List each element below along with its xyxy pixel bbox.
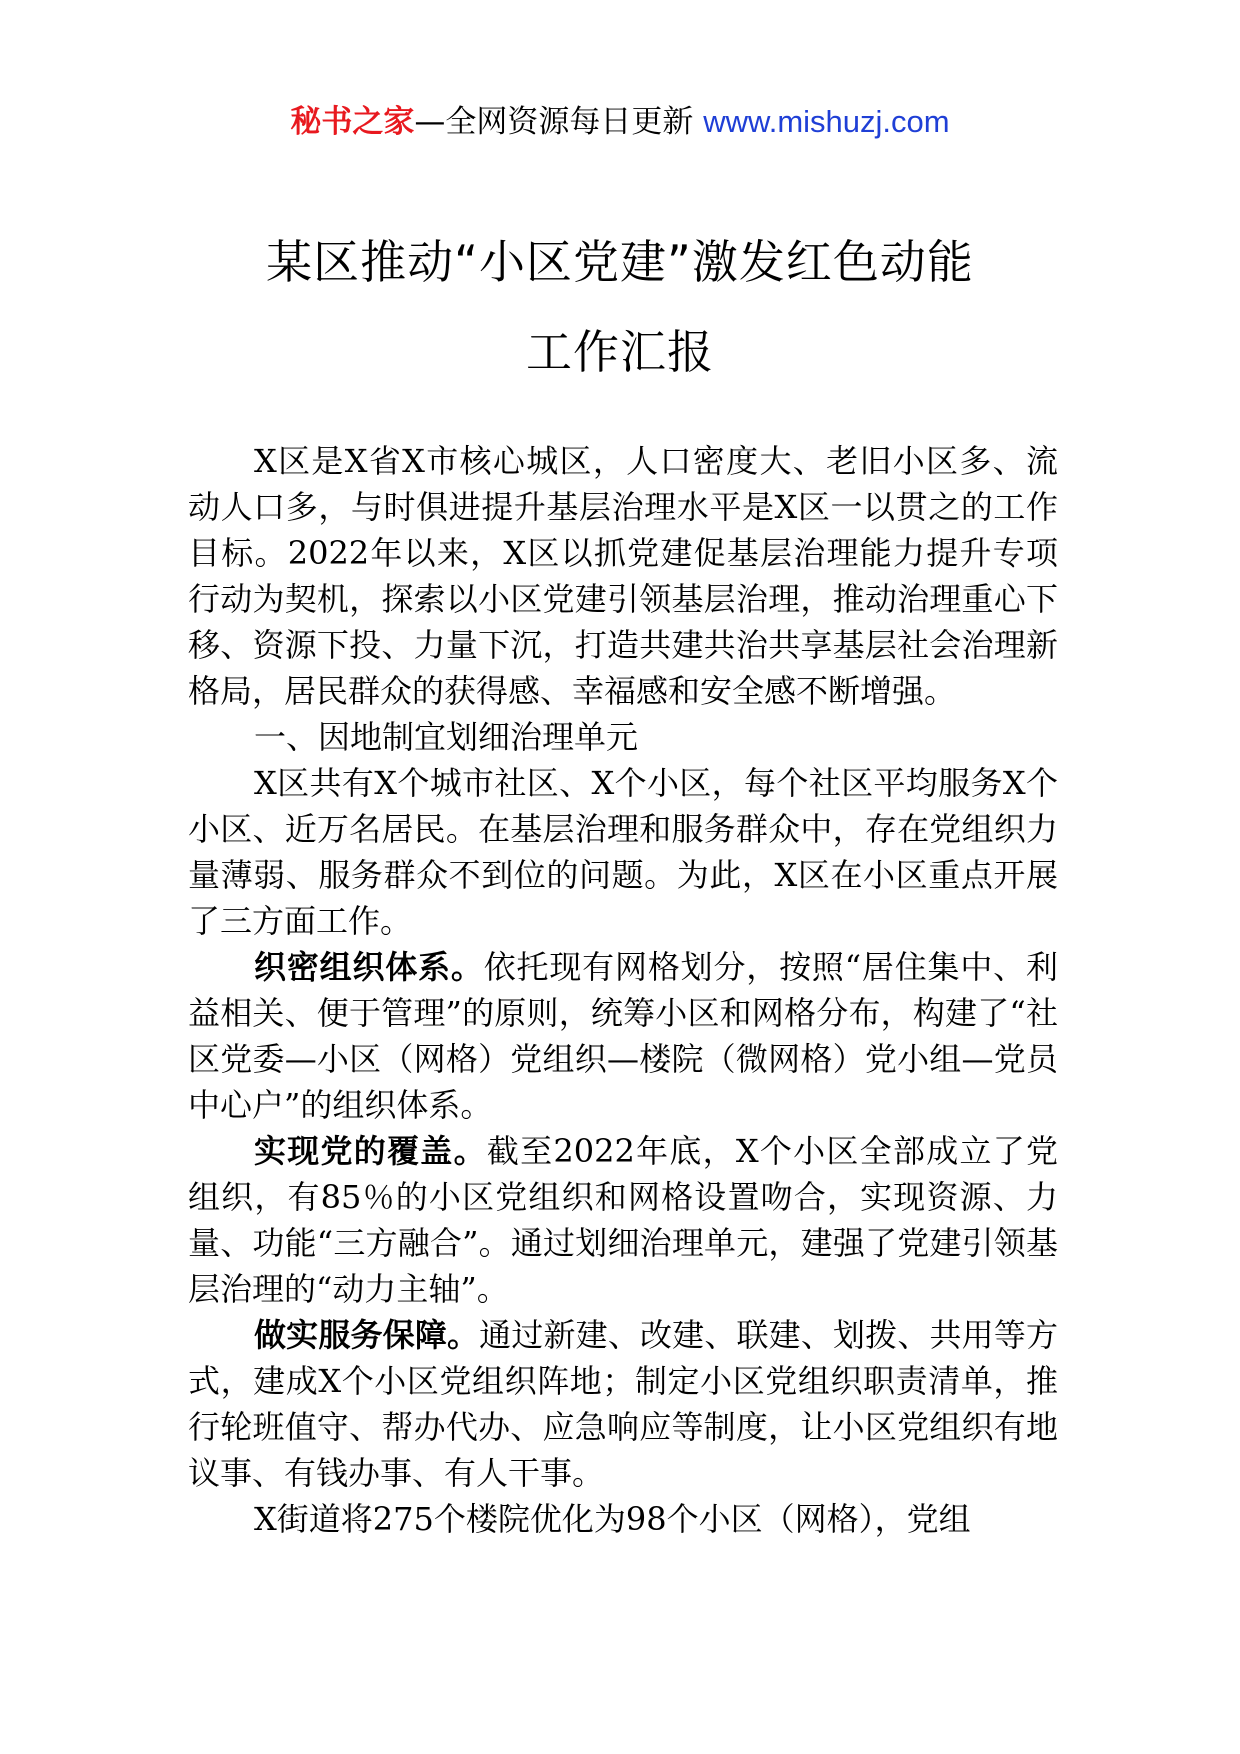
section-heading: 一、因地制宜划细治理单元	[254, 718, 639, 756]
item-lead-2: 实现党的覆盖。	[254, 1132, 487, 1170]
header-url[interactable]: www.mishuzj.com	[703, 104, 950, 139]
item-lead-3: 做实服务保障。	[254, 1316, 480, 1354]
brand-name: 秘书之家	[290, 104, 415, 140]
item-text-3: 通过新建、改建、联建、划拨、共用等方式，建成X个小区党组织阵地；制定小区党组织职责清单，推行轮班值守、帮办代办、应急响应等制度，让小区党组织有地议事、有钱办事、有人干事。	[188, 1316, 1058, 1492]
header-tagline: —全网资源每日更新	[414, 104, 704, 140]
item-paragraph-1	[188, 944, 1058, 1128]
site-header	[0, 100, 1240, 144]
document-body	[188, 438, 1058, 1542]
item-lead-1: 织密组织体系。	[254, 948, 484, 986]
section-paragraph: X区共有X个城市社区、X个小区，每个社区平均服务X个小区、近万名居民。在基层治理和服务群众中，存在党组织力量薄弱、服务群众不到位的问题。为此，X区在小区重点开展了三方面工作。	[188, 764, 1058, 940]
item-paragraph-2	[188, 1128, 1058, 1312]
intro-paragraph: X区是X省X市核心城区，人口密度大、老旧小区多、流动人口多，与时俱进提升基层治理水平是X区一以贯之的工作目标。2022年以来，X区以抓党建促基层治理能力提升专项行动为契机，探索以小区党建引领基层治理，推动治理重心下移、资源下投、力量下沉，打造共建共治共享基层社会治理新格局，居民群众的获得感、幸福感和安全感不断增强。	[188, 442, 1058, 710]
item-text-2: 截至2022年底，X个小区全部成立了党组织，有85％的小区党组织和网格设置吻合，实现资源、力量、功能“三方融合”。通过划细治理单元，建强了党建引领基层治理的“动力主轴”。	[188, 1132, 1058, 1308]
last-paragraph: X街道将275个楼院优化为98个小区（网格），党组	[254, 1500, 971, 1538]
item-text-1: 依托现有网格划分，按照“居住集中、利益相关、便于管理”的原则，统筹小区和网格分布，构建了“社区党委—小区（网格）党组织—楼院（微网格）党小组—党员中心户”的组织体系。	[188, 948, 1058, 1124]
document-subtitle: 工作汇报	[526, 325, 714, 379]
item-paragraph-3	[188, 1312, 1058, 1496]
document-title: 某区推动“小区党建”激发红色动能	[266, 235, 974, 289]
